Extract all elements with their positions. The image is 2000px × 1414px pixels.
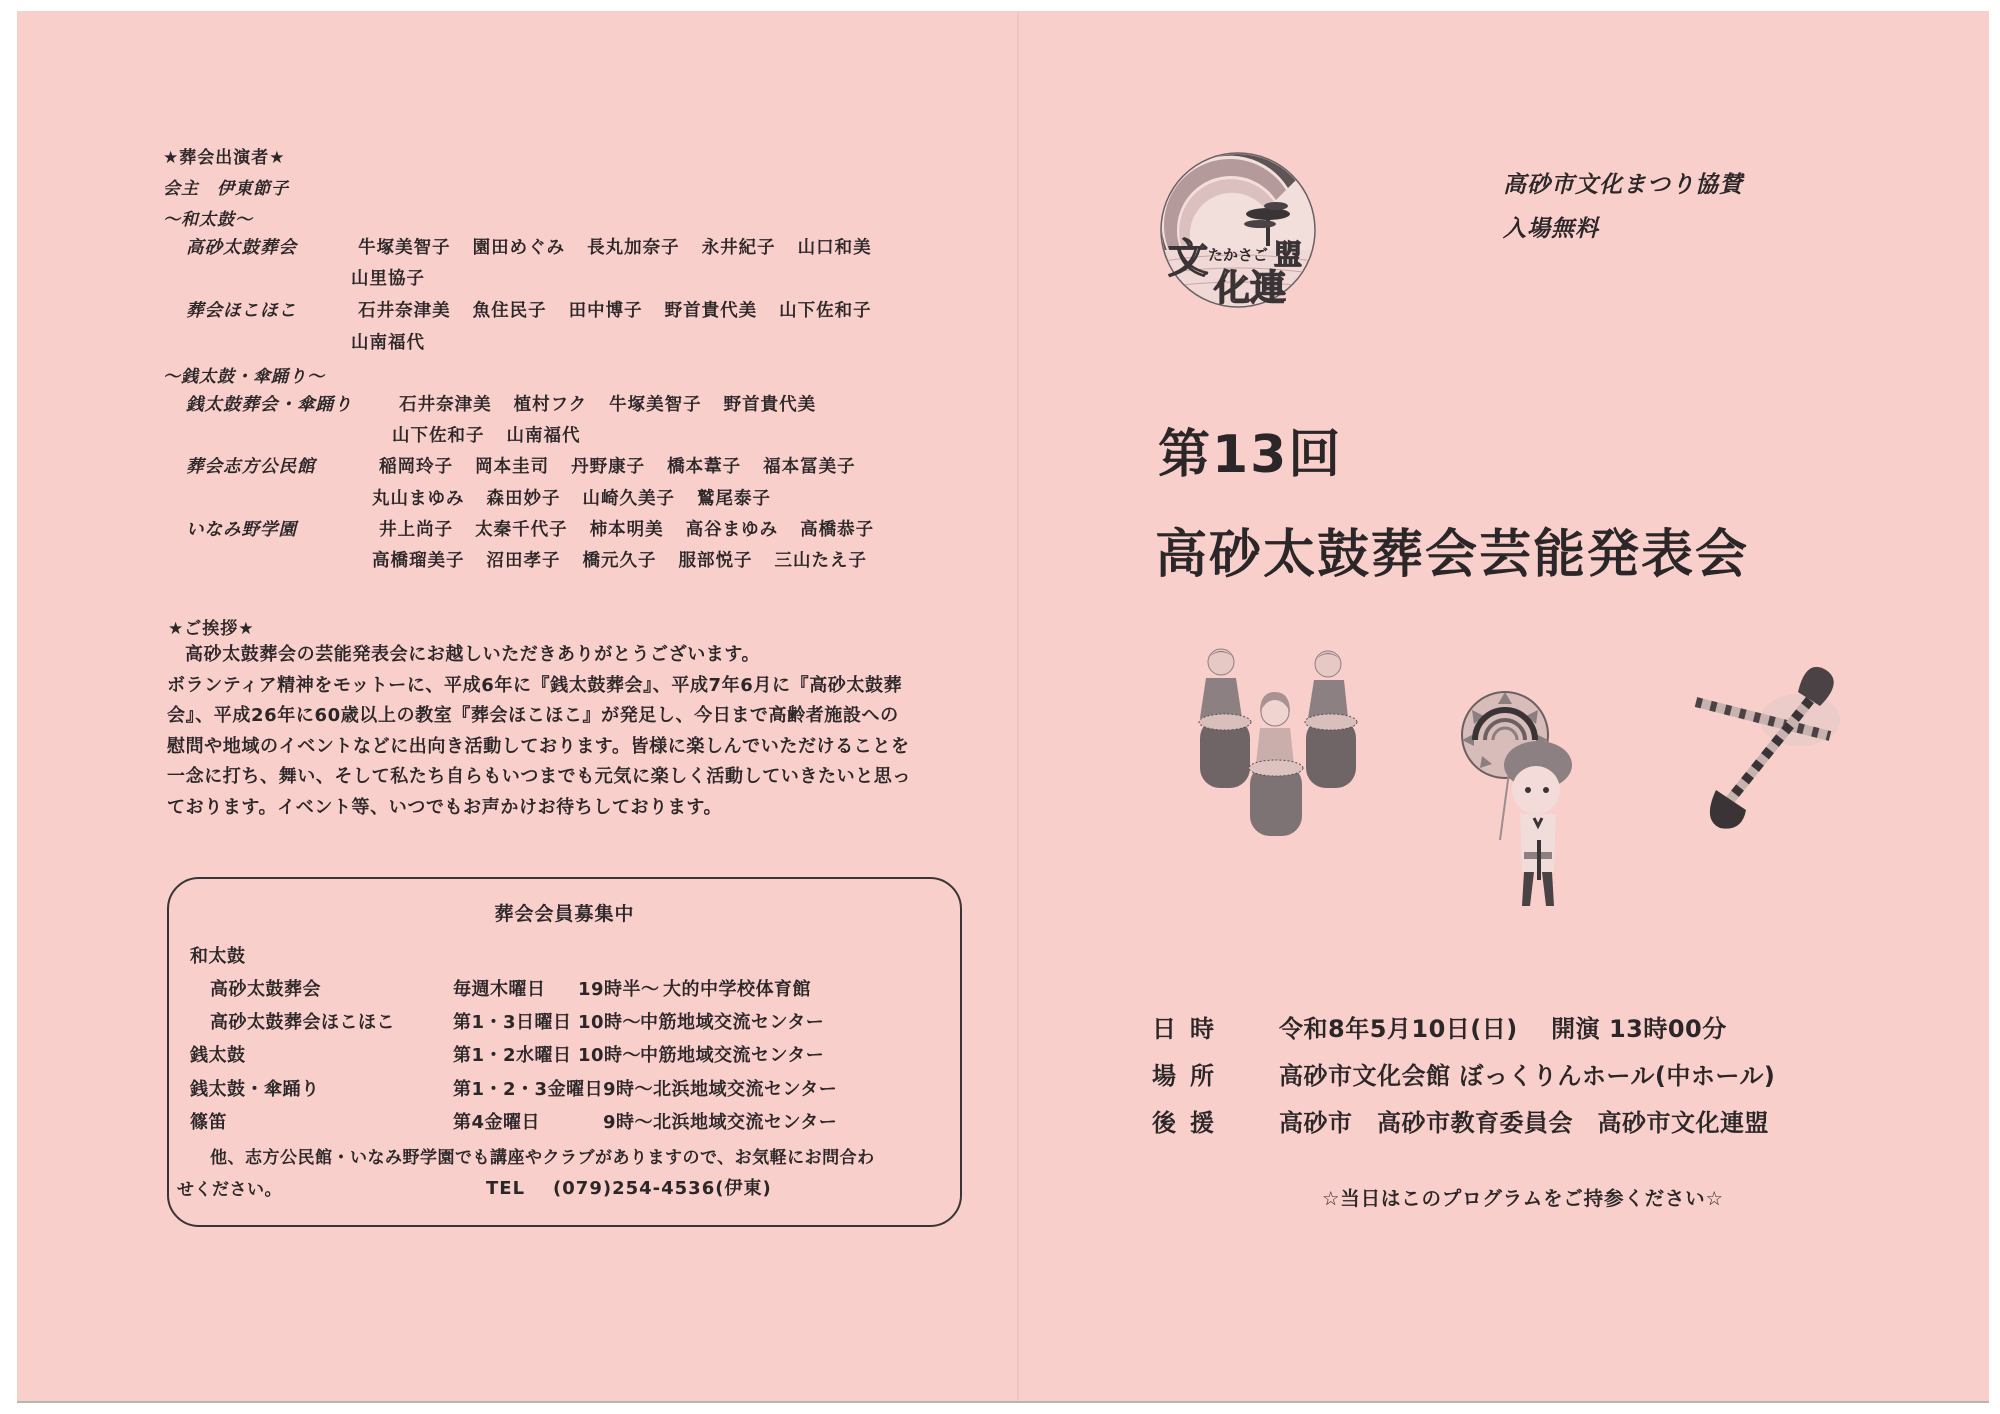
class-name: 銭太鼓 xyxy=(190,1045,246,1066)
class-schedule: 毎週木曜日 xyxy=(453,979,546,1000)
class-place: 中筋地域交流センター xyxy=(640,1012,825,1033)
tel-number: (079)254-4536(伊東) xyxy=(553,1178,772,1199)
performer-name: 柿本明美 xyxy=(589,520,664,540)
performer-name: 牛塚美智子 xyxy=(609,395,702,415)
performer-group-name: 葬会志方公民館 xyxy=(186,457,316,477)
performer-name: 高橋恭子 xyxy=(800,520,875,540)
performer-name: 牛塚美智子 xyxy=(358,238,451,258)
performers-heading: ★葬会出演者★ xyxy=(163,148,286,168)
performer-name: 岡本圭司 xyxy=(475,457,550,477)
president-line: 会主 伊東節子 xyxy=(163,179,289,199)
svg-text:たかさご: たかさご xyxy=(1208,246,1269,264)
performer-name: 植村フク xyxy=(513,395,588,415)
info-label: 場所 xyxy=(1152,1062,1228,1090)
performer-name: 沼田孝子 xyxy=(486,551,561,571)
performer-name: 長丸加奈子 xyxy=(587,238,680,258)
info-value: 高砂市文化会館 ぼっくりんホール(中ホール) xyxy=(1279,1062,1776,1090)
performer-name: 服部悦子 xyxy=(678,551,753,571)
info-label: 日時 xyxy=(1152,1015,1228,1043)
performer-names-continued xyxy=(351,329,447,354)
class-schedule: 第1・2水曜日 xyxy=(453,1045,572,1066)
class-schedule: 第1・2・3金曜日 xyxy=(453,1079,604,1100)
performer-name: 太秦千代子 xyxy=(475,520,568,540)
class-time: 19時半～ xyxy=(578,979,660,1000)
performer-name: 石井奈津美 xyxy=(399,395,492,415)
recruitment-box xyxy=(167,877,962,1227)
svg-text:化連: 化連 xyxy=(1214,268,1287,309)
performer-group-name: いなみ野学園 xyxy=(186,520,297,540)
class-name: 篠笛 xyxy=(190,1112,227,1133)
class-name: 高砂太鼓葬会ほこほこ xyxy=(210,1012,395,1033)
performer-name: 井上尚子 xyxy=(379,520,454,540)
performer-name: 魚住民子 xyxy=(472,301,547,321)
center-fold xyxy=(1017,11,1019,1401)
info-label: 後援 xyxy=(1152,1109,1228,1137)
performer-name: 山口和美 xyxy=(797,238,872,258)
performer-name: 森田妙子 xyxy=(486,489,561,509)
performer-name: 橋元久子 xyxy=(582,551,657,571)
svg-text:盟: 盟 xyxy=(1274,238,1303,271)
performer-group-row xyxy=(186,453,878,478)
class-place: 大的中学校体育館 xyxy=(663,979,811,1000)
bring-program-note: ☆当日はこのプログラムをご持参ください☆ xyxy=(1322,1187,1724,1210)
sponsor-line: 高砂市文化まつり協賛 xyxy=(1503,172,1743,198)
performer-name: 福本冨美子 xyxy=(763,457,856,477)
performer-name: 山崎久美子 xyxy=(582,489,675,509)
svg-text:文: 文 xyxy=(1168,236,1208,282)
class-time: 9時～ xyxy=(603,1079,654,1100)
performer-group-name: 葬会ほこほこ xyxy=(186,301,297,321)
performer-group-row xyxy=(186,234,894,259)
class-time: 9時～ xyxy=(603,1112,654,1133)
taiko-drummers-illustration xyxy=(1180,630,1380,840)
performer-name: 永井紀子 xyxy=(701,238,776,258)
sponsor-block xyxy=(1503,163,1743,251)
contact-phone xyxy=(486,1174,772,1200)
performer-name: 山下佐和子 xyxy=(392,426,485,446)
section-heading-zenidaiko: ～銭太鼓・傘踊り～ xyxy=(163,367,325,387)
umbrella-dancer-illustration xyxy=(1460,680,1610,920)
greeting-text xyxy=(167,640,912,823)
performer-name: 山下佐和子 xyxy=(779,301,872,321)
performer-name: 山南福代 xyxy=(351,333,425,353)
performer-names xyxy=(358,238,894,258)
class-name: 高砂太鼓葬会 xyxy=(210,979,321,1000)
performer-group-row xyxy=(186,297,894,322)
class-place: 北浜地域交流センター xyxy=(653,1079,838,1100)
admission-free: 入場無料 xyxy=(1503,216,1599,242)
class-time: 10時～ xyxy=(578,1045,642,1066)
recruitment-note-line1: 他、志方公民館・いなみ野学園でも講座やクラブがありますので、お気軽にお問合わ xyxy=(210,1148,875,1168)
performer-group-name: 銭太鼓葬会・傘踊り xyxy=(186,395,353,415)
performer-name: 高谷まゆみ xyxy=(685,520,779,540)
performer-name: 三山たえ子 xyxy=(774,551,867,571)
recruitment-row xyxy=(190,1041,824,1067)
performer-group-row xyxy=(186,516,896,541)
event-title: 高砂太鼓葬会芸能発表会 xyxy=(1155,525,1750,585)
recruitment-row xyxy=(190,1108,837,1134)
performer-name: 田中博子 xyxy=(568,301,643,321)
greeting-body: ボランティア精神をモットーに、平成6年に『銭太鼓葬会』、平成7年6月に『高砂太鼓葬会』、平成26年に60歳以上の教室『葬会ほこほこ』が発足し、今日まで高齢者施設への慰問や地域のイベントなどに出向き活動しております。皆様に楽しんでいただけることを一念に打ち、舞い、そして私たち自らもいつまでも元気に楽しく活動していきたいと思っております。イベント等、いつでもお声かけお待ちしております。 xyxy=(167,674,911,818)
performer-names-continued xyxy=(372,485,793,510)
performer-names-continued xyxy=(392,422,603,447)
performer-names-continued xyxy=(351,265,447,290)
bunkaren-logo-icon xyxy=(1158,150,1318,310)
event-info xyxy=(1152,1003,1775,1144)
performer-names-continued xyxy=(372,547,889,572)
recruitment-row xyxy=(210,1008,824,1034)
performer-name: 野首貴代美 xyxy=(664,301,758,321)
recruitment-row xyxy=(190,1075,837,1101)
performer-name: 橋本葦子 xyxy=(667,457,742,477)
info-value: 令和8年5月10日(日) 開演 13時00分 xyxy=(1279,1015,1727,1043)
info-row-supporters xyxy=(1152,1097,1775,1144)
recruitment-row xyxy=(210,975,811,1001)
info-value: 高砂市 高砂市教育委員会 高砂市文化連盟 xyxy=(1279,1109,1769,1137)
class-time: 10時～ xyxy=(578,1012,642,1033)
performer-name: 山南福代 xyxy=(506,426,581,446)
performer-group-name: 高砂太鼓葬会 xyxy=(186,238,297,258)
performer-name: 山里協子 xyxy=(351,269,425,289)
performer-name: 鷲尾泰子 xyxy=(697,489,771,509)
greeting-first-line: 高砂太鼓葬会の芸能発表会にお越しいただきありがとうございます。 xyxy=(185,644,761,665)
performer-name: 野首貴代美 xyxy=(723,395,817,415)
performer-name: 高橋瑠美子 xyxy=(372,551,465,571)
class-schedule: 第4金曜日 xyxy=(453,1112,541,1133)
class-place: 北浜地域交流センター xyxy=(653,1112,838,1133)
performer-name: 石井奈津美 xyxy=(358,301,451,321)
performer-name: 丸山まゆみ xyxy=(372,489,465,509)
info-row-datetime xyxy=(1152,1003,1775,1050)
performer-name: 園田めぐみ xyxy=(472,238,566,258)
greeting-heading: ★ご挨拶★ xyxy=(168,619,255,639)
performer-name: 丹野康子 xyxy=(571,457,646,477)
recruitment-title: 葬会会員募集中 xyxy=(494,903,635,925)
class-place: 中筋地域交流センター xyxy=(640,1045,825,1066)
section-heading-wadaiko: ～和太鼓～ xyxy=(163,210,253,230)
class-name: 銭太鼓・傘踊り xyxy=(190,1079,320,1100)
class-schedule: 第1・3日曜日 xyxy=(453,1012,572,1033)
recruitment-category: 和太鼓 xyxy=(190,946,246,967)
edition-number: 第13回 xyxy=(1158,425,1343,485)
zeni-daiko-sticks-illustration xyxy=(1680,660,1850,830)
recruitment-note-line2: せください。 xyxy=(177,1180,282,1200)
performer-name: 稲岡玲子 xyxy=(379,457,454,477)
performer-group-row xyxy=(186,391,838,416)
tel-label: TEL xyxy=(486,1178,526,1199)
info-row-venue xyxy=(1152,1050,1775,1097)
